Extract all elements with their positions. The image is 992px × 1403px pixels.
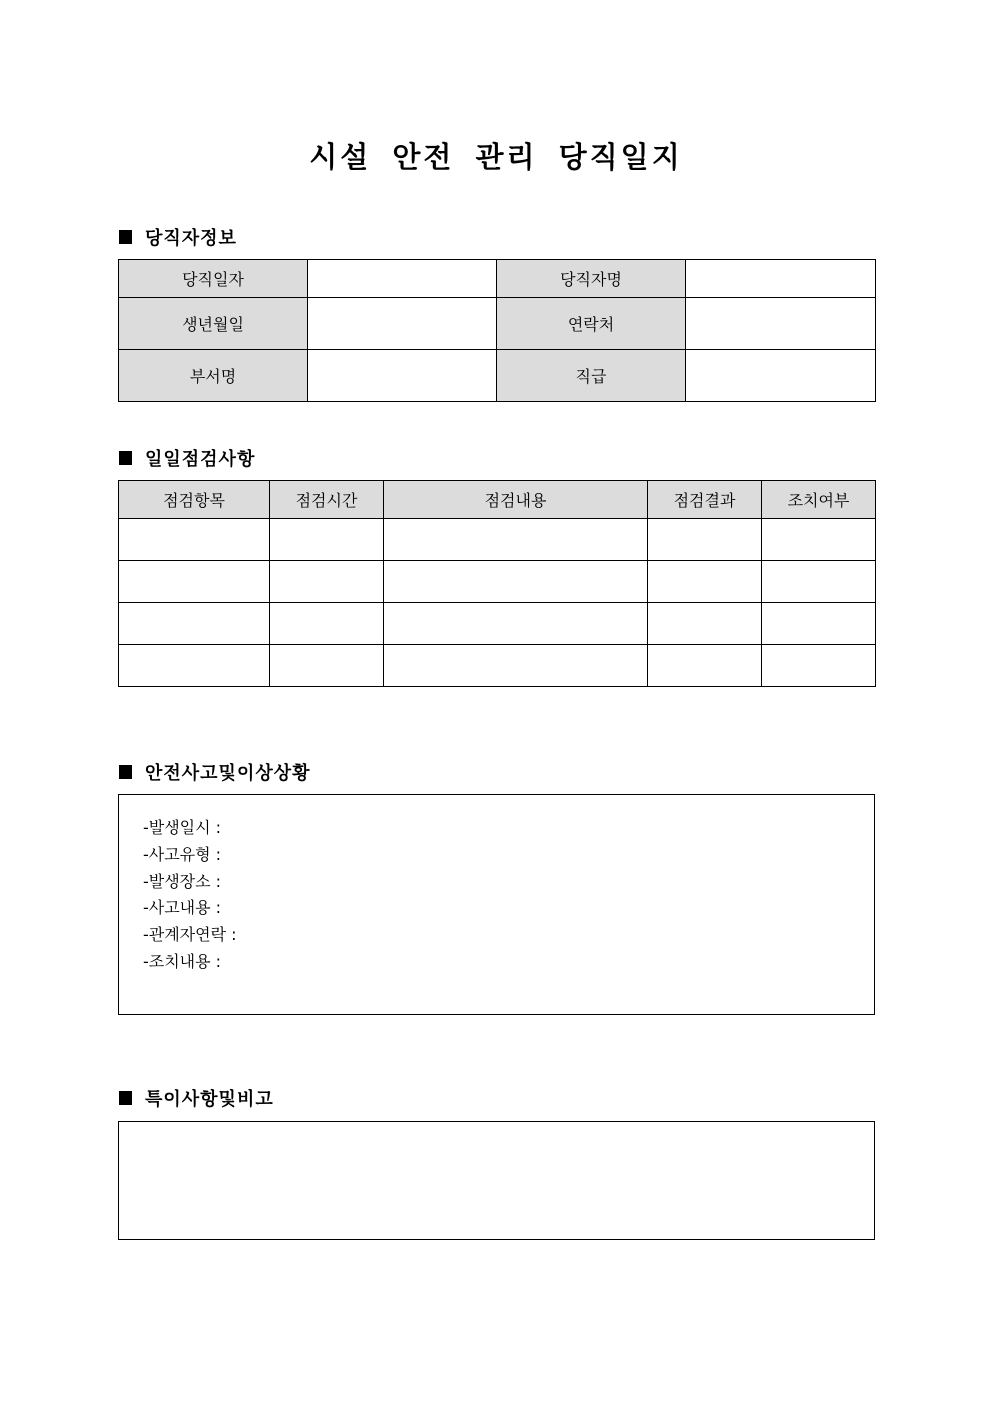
inspection-action-cell[interactable] bbox=[762, 645, 876, 687]
square-bullet-icon bbox=[119, 230, 132, 244]
incident-details-line: -사고내용 : bbox=[143, 898, 222, 918]
section-heading-label: 안전사고및이상상황 bbox=[145, 763, 311, 784]
table-row bbox=[119, 603, 876, 645]
duty-date-field[interactable] bbox=[308, 260, 497, 298]
inspection-item-cell[interactable] bbox=[119, 519, 270, 561]
section-heading-label: 특이사항및비고 bbox=[145, 1089, 274, 1110]
table-row bbox=[119, 350, 876, 402]
column-header-result: 점검결과 bbox=[648, 481, 762, 519]
section-heading-label: 일일점검사항 bbox=[145, 449, 256, 470]
section-heading-label: 당직자정보 bbox=[145, 228, 237, 249]
inspection-action-cell[interactable] bbox=[762, 603, 876, 645]
duty-date-label: 당직일자 bbox=[119, 260, 308, 298]
column-header-content: 점검내용 bbox=[384, 481, 648, 519]
birth-date-field[interactable] bbox=[308, 298, 497, 350]
inspection-content-cell[interactable] bbox=[384, 561, 648, 603]
table-row bbox=[119, 260, 876, 298]
incident-occurrence-datetime-line: -발생일시 : bbox=[143, 818, 222, 837]
birth-date-label: 생년월일 bbox=[119, 298, 308, 350]
incident-contact-line: -관계자연락 : bbox=[143, 925, 237, 945]
inspection-time-cell[interactable] bbox=[270, 603, 384, 645]
table-row bbox=[119, 519, 876, 561]
column-header-action: 조치여부 bbox=[762, 481, 876, 519]
column-header-time: 점검시간 bbox=[270, 481, 384, 519]
table-row bbox=[119, 298, 876, 350]
inspection-item-cell[interactable] bbox=[119, 603, 270, 645]
inspection-time-cell[interactable] bbox=[270, 645, 384, 687]
incident-action-line: -조치내용 : bbox=[143, 951, 222, 971]
position-field[interactable] bbox=[686, 350, 876, 402]
position-label: 직급 bbox=[497, 350, 686, 402]
duty-info-table bbox=[118, 259, 876, 402]
section-heading-incidents bbox=[119, 759, 311, 785]
inspection-item-cell[interactable] bbox=[119, 561, 270, 603]
incident-report-box[interactable] bbox=[118, 794, 875, 1015]
square-bullet-icon bbox=[119, 1091, 132, 1105]
incident-location-line: -발생장소 : bbox=[143, 871, 222, 891]
inspection-content-cell[interactable] bbox=[384, 519, 648, 561]
inspection-time-cell[interactable] bbox=[270, 561, 384, 603]
column-header-item: 점검항목 bbox=[119, 481, 270, 519]
contact-field[interactable] bbox=[686, 298, 876, 350]
duty-person-name-label: 당직자명 bbox=[497, 260, 686, 298]
department-label: 부서명 bbox=[119, 350, 308, 402]
section-heading-duty-info bbox=[119, 224, 237, 250]
notes-box[interactable] bbox=[118, 1121, 875, 1240]
inspection-result-cell[interactable] bbox=[648, 561, 762, 603]
daily-inspection-table bbox=[118, 480, 876, 687]
inspection-content-cell[interactable] bbox=[384, 645, 648, 687]
table-row bbox=[119, 645, 876, 687]
section-heading-daily-inspection bbox=[119, 445, 255, 471]
table-row bbox=[119, 561, 876, 603]
inspection-content-cell[interactable] bbox=[384, 603, 648, 645]
incident-type-line: -사고유형 : bbox=[143, 844, 222, 864]
document-title: 시설 안전 관리 당직일지 bbox=[309, 140, 683, 174]
inspection-result-cell[interactable] bbox=[648, 645, 762, 687]
inspection-result-cell[interactable] bbox=[648, 519, 762, 561]
contact-label: 연락처 bbox=[497, 298, 686, 350]
square-bullet-icon bbox=[119, 765, 132, 779]
incident-fields bbox=[143, 815, 237, 976]
inspection-time-cell[interactable] bbox=[270, 519, 384, 561]
inspection-item-cell[interactable] bbox=[119, 645, 270, 687]
section-heading-notes bbox=[119, 1085, 274, 1111]
department-field[interactable] bbox=[308, 350, 497, 402]
square-bullet-icon bbox=[119, 451, 132, 465]
duty-person-name-field[interactable] bbox=[686, 260, 876, 298]
inspection-action-cell[interactable] bbox=[762, 561, 876, 603]
inspection-result-cell[interactable] bbox=[648, 603, 762, 645]
inspection-action-cell[interactable] bbox=[762, 519, 876, 561]
table-header-row bbox=[119, 481, 876, 519]
